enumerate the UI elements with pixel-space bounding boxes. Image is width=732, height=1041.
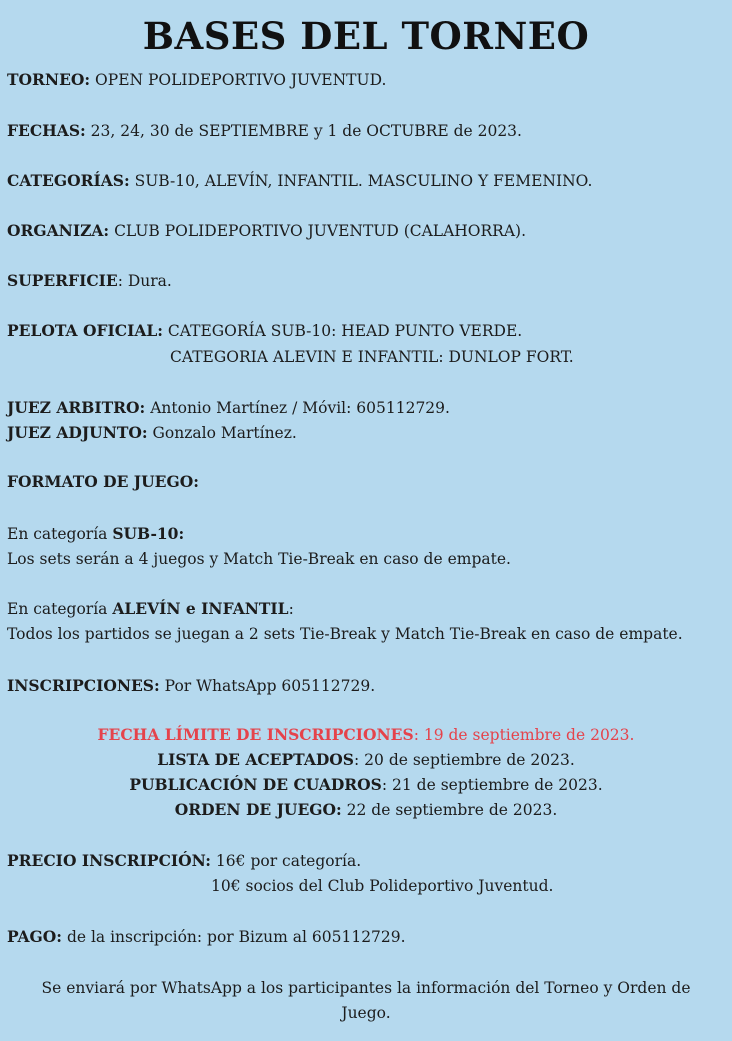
pelota-row <box>7 321 522 341</box>
fecha-limite-label: FECHA LÍMITE DE INSCRIPCIONES <box>97 725 414 744</box>
sub10-prefix: En categoría <box>7 525 113 543</box>
precio-line1: 16€ por categoría. <box>211 852 362 870</box>
torneo-row <box>7 70 386 90</box>
pelota-line2: CATEGORIA ALEVIN E INFANTIL: DUNLOP FORT. <box>170 348 574 366</box>
lista-aceptados-value: : 20 de septiembre de 2023. <box>354 751 575 769</box>
juez-arbitro-row <box>7 398 450 418</box>
juez-adjunto-value: Gonzalo Martínez. <box>147 424 297 442</box>
alevin-prefix: En categoría <box>7 600 113 618</box>
fecha-limite-value: : 19 de septiembre de 2023. <box>413 726 635 744</box>
precio-label: PRECIO INSCRIPCIÓN: <box>7 851 211 870</box>
orden-label: ORDEN DE JUEGO: <box>174 800 342 819</box>
juez-adjunto-row <box>7 423 297 443</box>
fecha-limite-row <box>0 725 732 745</box>
torneo-value: OPEN POLIDEPORTIVO JUVENTUD. <box>90 71 387 89</box>
orden-row <box>0 800 732 820</box>
inscripciones-value: Por WhatsApp 605112729. <box>159 677 376 695</box>
pago-label: PAGO: <box>7 927 63 946</box>
inscripciones-label: INSCRIPCIONES: <box>7 676 160 695</box>
sub10-heading <box>7 524 184 544</box>
superficie-value: : Dura. <box>117 272 172 290</box>
fechas-row <box>7 121 522 141</box>
page-title: BASES DEL TORNEO <box>142 14 590 58</box>
precio-line2: 10€ socios del Club Polideportivo Juventud. <box>211 877 554 895</box>
juez-adjunto-label: JUEZ ADJUNTO: <box>7 423 148 442</box>
fechas-label: FECHAS: <box>7 121 86 140</box>
torneo-label: TORNEO: <box>7 70 91 89</box>
juez-arbitro-value: Antonio Martínez / Móvil: 605112729. <box>145 399 450 417</box>
footer-note: Se enviará por WhatsApp a los participantes la información del Torneo y Orden de Juego. <box>41 979 691 1022</box>
lista-aceptados-label: LISTA DE ACEPTADOS <box>157 750 355 769</box>
alevin-suffix: : <box>288 600 294 618</box>
superficie-label: SUPERFICIE <box>7 271 118 290</box>
pago-value: de la inscripción: por Bizum al 605112729. <box>62 928 406 946</box>
publicacion-value: : 21 de septiembre de 2023. <box>381 776 603 794</box>
pelota-line1: CATEGORÍA SUB-10: HEAD PUNTO VERDE. <box>162 322 523 340</box>
sub10-text: Los sets serán a 4 juegos y Match Tie-Break en caso de empate. <box>7 550 511 568</box>
organiza-row <box>7 221 526 241</box>
publicacion-label: PUBLICACIÓN DE CUADROS <box>129 775 382 794</box>
alevin-heading <box>7 599 294 619</box>
juez-arbitro-label: JUEZ ARBITRO: <box>7 398 146 417</box>
categorias-value: SUB-10, ALEVÍN, INFANTIL. MASCULINO Y FEMENINO. <box>129 172 593 190</box>
categorias-label: CATEGORÍAS: <box>7 171 130 190</box>
sub10-category: SUB-10: <box>112 524 185 543</box>
publicacion-row <box>0 775 732 795</box>
categorias-row <box>7 171 592 191</box>
organiza-value: CLUB POLIDEPORTIVO JUVENTUD (CALAHORRA). <box>109 222 527 240</box>
superficie-row <box>7 271 172 291</box>
orden-value: 22 de septiembre de 2023. <box>341 801 558 819</box>
organiza-label: ORGANIZA: <box>7 221 110 240</box>
alevin-text: Todos los partidos se juegan a 2 sets Tie-Break y Match Tie-Break en caso de empate. <box>7 625 683 643</box>
pago-row <box>7 927 406 947</box>
fechas-value: 23, 24, 30 de SEPTIEMBRE y 1 de OCTUBRE de 2023. <box>85 122 522 140</box>
alevin-category: ALEVÍN e INFANTIL <box>112 599 289 618</box>
precio-row <box>7 851 361 871</box>
lista-aceptados-row <box>0 750 732 770</box>
pelota-label: PELOTA OFICIAL: <box>7 321 163 340</box>
formato-heading: FORMATO DE JUEGO: <box>7 472 199 491</box>
inscripciones-row <box>7 676 375 696</box>
